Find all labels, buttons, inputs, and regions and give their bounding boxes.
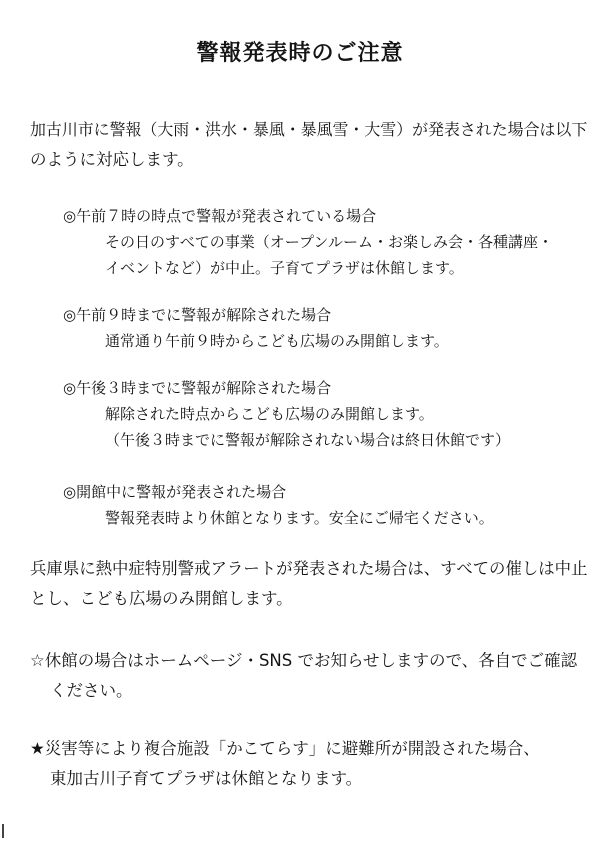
intro-line-1: 加古川市に警報（大雨・洪水・暴風・暴風雪・大雪）が発表された場合は以下 (30, 120, 588, 139)
case-1-body-2: イベントなど）が中止。子育てプラザは休館します。 (105, 259, 464, 277)
case-3-body-2: （午後３時までに警報が解除されない場合は終日休館です） (105, 431, 511, 449)
case-2-heading: ◎午前９時までに警報が解除された場合 (63, 306, 332, 324)
case-1-heading: ◎午前７時の時点で警報が発表されている場合 (63, 207, 377, 225)
closure-notice-line-2: ください。 (50, 681, 133, 700)
closure-notice-line-1: ☆休館の場合はホームページ・SNS でお知らせしますので、各自でご確認 (30, 651, 578, 670)
disaster-notice-line-1: ★災害等により複合施設「かこてらす」に避難所が開設された場合、 (30, 739, 540, 758)
case-4-heading: ◎開館中に警報が発表された場合 (63, 483, 287, 501)
case-1-body-1: その日のすべての事業（オープンルーム・お楽しみ会・各種講座・ (105, 233, 553, 251)
disaster-notice-line-2: 東加古川子育てプラザは休館となります。 (50, 769, 363, 788)
case-3-heading: ◎午後３時までに警報が解除された場合 (63, 379, 332, 397)
scan-edge-mark (2, 824, 4, 838)
heat-alert-line-2: とし、こども広場のみ開館します。 (30, 589, 293, 608)
case-4-body-1: 警報発表時より休館となります。安全にご帰宅ください。 (105, 509, 494, 527)
intro-line-2: のように対応します。 (30, 150, 194, 169)
case-3-body-1: 解除された時点からこども広場のみ開館します。 (105, 405, 434, 423)
heat-alert-line-1: 兵庫県に熱中症特別警戒アラートが発表された場合は、すべての催しは中止 (30, 559, 588, 578)
page-title: 警報発表時のご注意 (196, 41, 404, 66)
case-2-body-1: 通常通り午前９時からこども広場のみ開館します。 (105, 332, 449, 350)
